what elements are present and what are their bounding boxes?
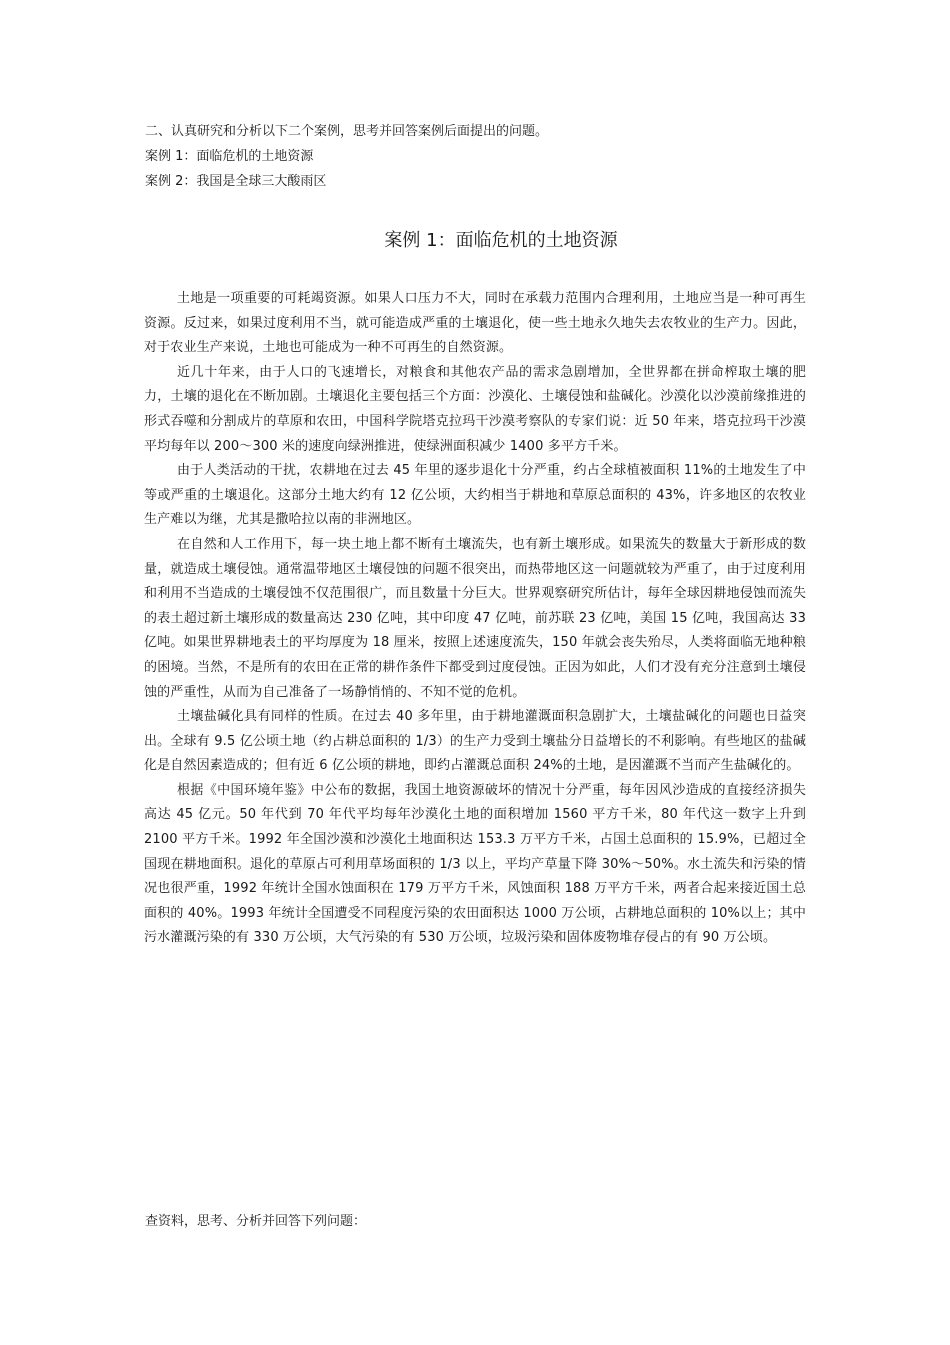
case-title: 案例 1：面临危机的土地资源 bbox=[384, 230, 618, 251]
paragraph-6: 根据《中国环境年鉴》中公布的数据，我国土地资源破坏的情况十分严重，每年因风沙造成的直接经济损失高达 45 亿元。50 年代到 70 年代平均每年沙漠化土地的面积增加 1560 平方千米，80 年代这一数字上升到 2100 平方千米。1992 年全国沙漠和沙漠化土地面积达 153.3 万平方千米，占国土总面积的 15.9%，已超过全国现在耕地面积。退化的草原占可利用草场面积的 1/3 以上，平均产草量下降 30%～50%。水土流失和污染的情况也很严重，1992 年统计全国水蚀面积在 179 万平方千米，风蚀面积 188 万平方千米，两者合起来接近国土总面积的 40%。1993 年统计全国遭受不同程度污染的农田面积达 1000 万公顷，占耕地总面积的 10%以上；其中污水灌溉污染的有 330 万公顷，大气污染的有 530 万公顷，垃圾污染和固体废物堆存侵占的有 90 万公顷。 bbox=[144, 782, 806, 946]
intro-instruction: 二、认真研究和分析以下二个案例，思考并回答案例后面提出的问题。 bbox=[145, 124, 549, 139]
paragraph-2: 近几十年来，由于人口的飞速增长，对粮食和其他农产品的需求急剧增加，全世界都在拼命榨取土壤的肥力，土壤的退化在不断加剧。土壤退化主要包括三个方面：沙漠化、土壤侵蚀和盐碱化。沙漠化以沙漠前缘推进的形式吞噬和分割成片的草原和农田，中国科学院塔克拉玛干沙漠考察队的专家们说：近 50 年来，塔克拉玛干沙漠平均每年以 200～300 米的速度向绿洲推进，使绿洲面积减少 1400 多平方千米。 bbox=[144, 364, 806, 454]
case-body bbox=[144, 287, 806, 951]
question-prompt: 查资料，思考、分析并回答下列问题： bbox=[145, 1214, 367, 1229]
paragraph-5: 土壤盐碱化具有同样的性质。在过去 40 多年里，由于耕地灌溉面积急剧扩大，土壤盐碱化的问题也日益突出。全球有 9.5 亿公顷土地（约占耕总面积的 1/3）的生产力受到土壤盐分日益增长的不利影响。有些地区的盐碱化是自然因素造成的；但有近 6 亿公顷的耕地，即约占灌溉总面积 24%的土地，是因灌溉不当而产生盐碱化的。 bbox=[144, 709, 806, 774]
intro-case-2: 案例 2：我国是全球三大酸雨区 bbox=[145, 174, 327, 189]
intro-case-1: 案例 1：面临危机的土地资源 bbox=[145, 149, 314, 164]
paragraph-1: 土地是一项重要的可耗竭资源。如果人口压力不大，同时在承载力范围内合理利用，土地应当是一种可再生资源。反过来，如果过度利用不当，就可能造成严重的土壤退化，使一些土地永久地失去农牧业的生产力。因此，对于农业生产来说，土地也可能成为一种不可再生的自然资源。 bbox=[144, 291, 806, 356]
intro-block bbox=[145, 119, 805, 194]
paragraph-3: 由于人类活动的干扰，农耕地在过去 45 年里的逐步退化十分严重，约占全球植被面积 11%的土地发生了中等或严重的土壤退化。这部分土地大约有 12 亿公顷，大约相当于耕地和草原总面积的 43%，许多地区的农牧业生产难以为继，尤其是撒哈拉以南的非洲地区。 bbox=[144, 463, 806, 528]
paragraph-4: 在自然和人工作用下，每一块土地上都不断有土壤流失，也有新土壤形成。如果流失的数量大于新形成的数量，就造成土壤侵蚀。通常温带地区土壤侵蚀的问题不很突出，而热带地区这一问题就较为严重了，由于过度利用和利用不当造成的土壤侵蚀不仅范围很广，而且数量十分巨大。世界观察研究所估计，每年全球因耕地侵蚀而流失的表土超过新土壤形成的数量高达 230 亿吨，其中印度 47 亿吨，前苏联 23 亿吨，美国 15 亿吨，我国高达 33 亿吨。如果世界耕地表土的平均厚度为 18 厘米，按照上述速度流失，150 年就会丧失殆尽，人类将面临无地种粮的困境。当然，不是所有的农田在正常的耕作条件下都受到过度侵蚀。正因为如此，人们才没有充分注意到土壤侵蚀的严重性，从而为自己准备了一场静悄悄的、不知不觉的危机。 bbox=[144, 536, 806, 700]
